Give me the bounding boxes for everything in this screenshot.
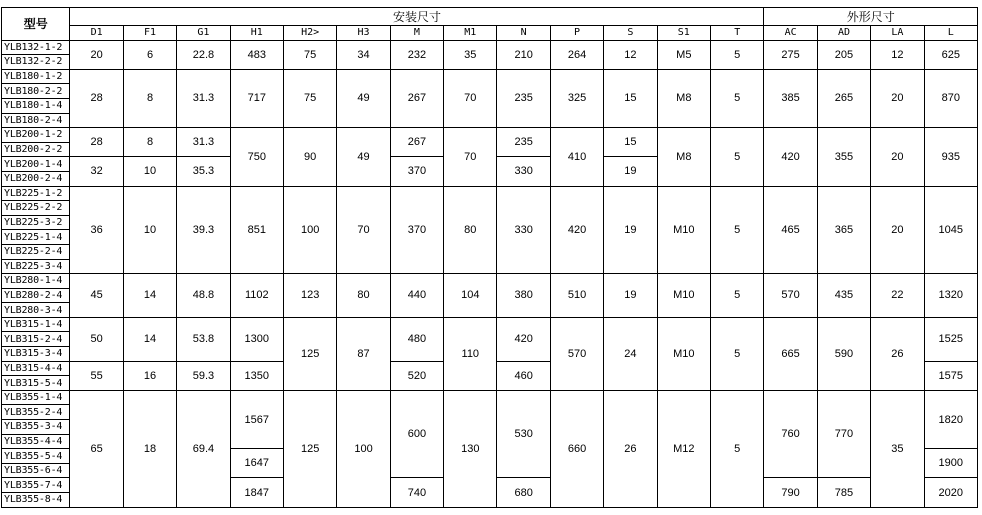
value-cell: 1900: [924, 449, 977, 478]
model-cell: YLB355-8-4: [2, 493, 70, 508]
value-cell: 232: [390, 40, 443, 69]
value-cell: 1567: [230, 390, 283, 448]
model-cell: YLB315-2-4: [2, 332, 70, 347]
col-header-ac: AC: [764, 26, 817, 41]
value-cell: 125: [283, 317, 336, 390]
value-cell: 480: [390, 317, 443, 361]
model-cell: YLB355-6-4: [2, 463, 70, 478]
value-cell: 22.8: [177, 40, 230, 69]
value-cell: 770: [817, 390, 870, 478]
model-cell: YLB355-4-4: [2, 434, 70, 449]
value-cell: 20: [70, 40, 123, 69]
model-cell: YLB200-1-2: [2, 128, 70, 143]
model-cell: YLB355-5-4: [2, 449, 70, 464]
value-cell: 785: [817, 478, 870, 507]
col-header-f1: F1: [123, 26, 176, 41]
value-cell: 31.3: [177, 69, 230, 127]
value-cell: 6: [123, 40, 176, 69]
value-cell: 1525: [924, 317, 977, 361]
model-cell: YLB315-4-4: [2, 361, 70, 376]
table-row: [2, 69, 978, 84]
value-cell: 1847: [230, 478, 283, 507]
value-cell: 520: [390, 361, 443, 390]
table-row: [2, 128, 978, 143]
value-cell: 69.4: [177, 390, 230, 507]
value-cell: 267: [390, 69, 443, 127]
value-cell: M5: [657, 40, 710, 69]
value-cell: 14: [123, 317, 176, 361]
value-cell: 460: [497, 361, 550, 390]
value-cell: 267: [390, 128, 443, 157]
value-cell: 8: [123, 69, 176, 127]
model-cell: YLB180-2-4: [2, 113, 70, 128]
value-cell: 12: [604, 40, 657, 69]
col-header-n: N: [497, 26, 550, 41]
col-header-m: M: [390, 26, 443, 41]
model-cell: YLB315-3-4: [2, 347, 70, 362]
value-cell: 15: [604, 128, 657, 157]
value-cell: 49: [337, 69, 390, 127]
value-cell: 420: [764, 128, 817, 186]
value-cell: 570: [764, 274, 817, 318]
model-cell: YLB280-2-4: [2, 288, 70, 303]
table-row: [2, 317, 978, 332]
value-cell: 53.8: [177, 317, 230, 361]
value-cell: 355: [817, 128, 870, 186]
value-cell: 750: [230, 128, 283, 186]
value-cell: 80: [337, 274, 390, 318]
value-cell: 740: [390, 478, 443, 507]
value-cell: M10: [657, 274, 710, 318]
value-cell: 19: [604, 274, 657, 318]
value-cell: 36: [70, 186, 123, 274]
col-header-s: S: [604, 26, 657, 41]
col-header-m1: M1: [444, 26, 497, 41]
value-cell: 235: [497, 69, 550, 127]
value-cell: 14: [123, 274, 176, 318]
model-cell: YLB200-2-4: [2, 171, 70, 186]
model-cell: YLB225-3-4: [2, 259, 70, 274]
value-cell: 385: [764, 69, 817, 127]
value-cell: 18: [123, 390, 176, 507]
value-cell: 48.8: [177, 274, 230, 318]
col-header-t: T: [710, 26, 763, 41]
table-row: [2, 274, 978, 289]
value-cell: 70: [444, 69, 497, 127]
value-cell: M12: [657, 390, 710, 507]
value-cell: 125: [283, 390, 336, 507]
value-cell: 420: [550, 186, 603, 274]
value-cell: 24: [604, 317, 657, 390]
value-cell: 75: [283, 69, 336, 127]
value-cell: 435: [817, 274, 870, 318]
value-cell: 39.3: [177, 186, 230, 274]
value-cell: 851: [230, 186, 283, 274]
value-cell: 717: [230, 69, 283, 127]
value-cell: 35: [871, 390, 924, 507]
model-cell: YLB355-2-4: [2, 405, 70, 420]
value-cell: 10: [123, 186, 176, 274]
model-cell: YLB132-2-2: [2, 55, 70, 70]
model-cell: YLB355-1-4: [2, 390, 70, 405]
value-cell: 123: [283, 274, 336, 318]
value-cell: 205: [817, 40, 870, 69]
value-cell: 55: [70, 361, 123, 390]
value-cell: 70: [444, 128, 497, 186]
col-header-h2: H2>: [283, 26, 336, 41]
value-cell: 12: [871, 40, 924, 69]
value-cell: M10: [657, 317, 710, 390]
value-cell: 100: [283, 186, 336, 274]
value-cell: 16: [123, 361, 176, 390]
col-header-d1: D1: [70, 26, 123, 41]
value-cell: 370: [390, 157, 443, 186]
value-cell: 420: [497, 317, 550, 361]
col-header-g1: G1: [177, 26, 230, 41]
value-cell: 5: [710, 317, 763, 390]
value-cell: 35: [444, 40, 497, 69]
value-cell: 104: [444, 274, 497, 318]
col-header-h1: H1: [230, 26, 283, 41]
value-cell: 110: [444, 317, 497, 390]
value-cell: 32: [70, 157, 123, 186]
model-column-header: 型号: [2, 8, 70, 41]
value-cell: 2020: [924, 478, 977, 507]
value-cell: 660: [550, 390, 603, 507]
value-cell: 75: [283, 40, 336, 69]
value-cell: 100: [337, 390, 390, 507]
model-cell: YLB200-2-2: [2, 142, 70, 157]
value-cell: 625: [924, 40, 977, 69]
value-cell: 365: [817, 186, 870, 274]
value-cell: 265: [817, 69, 870, 127]
value-cell: 8: [123, 128, 176, 157]
model-cell: YLB225-2-2: [2, 201, 70, 216]
model-cell: YLB180-1-2: [2, 69, 70, 84]
model-cell: YLB280-1-4: [2, 274, 70, 289]
header-row-columns: [2, 26, 978, 41]
value-cell: 510: [550, 274, 603, 318]
motor-dimension-table: [1, 7, 978, 508]
value-cell: 59.3: [177, 361, 230, 390]
value-cell: 70: [337, 186, 390, 274]
value-cell: 5: [710, 69, 763, 127]
value-cell: M8: [657, 69, 710, 127]
value-cell: 790: [764, 478, 817, 507]
model-cell: YLB225-1-2: [2, 186, 70, 201]
value-cell: 28: [70, 69, 123, 127]
col-header-p: P: [550, 26, 603, 41]
value-cell: 20: [871, 69, 924, 127]
value-cell: 440: [390, 274, 443, 318]
value-cell: 570: [550, 317, 603, 390]
value-cell: 20: [871, 128, 924, 186]
value-cell: 1102: [230, 274, 283, 318]
value-cell: 325: [550, 69, 603, 127]
value-cell: 5: [710, 128, 763, 186]
header-row-groups: [2, 8, 978, 26]
table-row: [2, 390, 978, 405]
value-cell: 370: [390, 186, 443, 274]
value-cell: 65: [70, 390, 123, 507]
value-cell: 1575: [924, 361, 977, 390]
value-cell: 26: [871, 317, 924, 390]
model-cell: YLB355-3-4: [2, 420, 70, 435]
value-cell: 483: [230, 40, 283, 69]
value-cell: 87: [337, 317, 390, 390]
value-cell: 28: [70, 128, 123, 157]
value-cell: 26: [604, 390, 657, 507]
value-cell: 5: [710, 274, 763, 318]
value-cell: 870: [924, 69, 977, 127]
col-header-s1: S1: [657, 26, 710, 41]
value-cell: M8: [657, 128, 710, 186]
value-cell: 22: [871, 274, 924, 318]
value-cell: 45: [70, 274, 123, 318]
value-cell: 50: [70, 317, 123, 361]
col-header-l: L: [924, 26, 977, 41]
value-cell: 330: [497, 157, 550, 186]
value-cell: M10: [657, 186, 710, 274]
table-row: [2, 186, 978, 201]
value-cell: 410: [550, 128, 603, 186]
value-cell: 760: [764, 390, 817, 478]
value-cell: 1045: [924, 186, 977, 274]
model-cell: YLB225-2-4: [2, 244, 70, 259]
value-cell: 20: [871, 186, 924, 274]
value-cell: 15: [604, 69, 657, 127]
model-cell: YLB225-1-4: [2, 230, 70, 245]
value-cell: 275: [764, 40, 817, 69]
value-cell: 380: [497, 274, 550, 318]
value-cell: 530: [497, 390, 550, 478]
value-cell: 1820: [924, 390, 977, 448]
value-cell: 19: [604, 186, 657, 274]
model-cell: YLB315-5-4: [2, 376, 70, 391]
model-cell: YLB200-1-4: [2, 157, 70, 172]
value-cell: 5: [710, 40, 763, 69]
value-cell: 210: [497, 40, 550, 69]
install-dimensions-header: 安装尺寸: [70, 8, 764, 26]
value-cell: 130: [444, 390, 497, 507]
value-cell: 10: [123, 157, 176, 186]
value-cell: 680: [497, 478, 550, 507]
model-cell: YLB180-2-2: [2, 84, 70, 99]
value-cell: 1350: [230, 361, 283, 390]
value-cell: 1320: [924, 274, 977, 318]
value-cell: 49: [337, 128, 390, 186]
value-cell: 90: [283, 128, 336, 186]
value-cell: 35.3: [177, 157, 230, 186]
value-cell: 31.3: [177, 128, 230, 157]
value-cell: 19: [604, 157, 657, 186]
model-cell: YLB180-1-4: [2, 98, 70, 113]
value-cell: 1647: [230, 449, 283, 478]
value-cell: 5: [710, 390, 763, 507]
value-cell: 235: [497, 128, 550, 157]
model-cell: YLB355-7-4: [2, 478, 70, 493]
col-header-ad: AD: [817, 26, 870, 41]
value-cell: 264: [550, 40, 603, 69]
value-cell: 665: [764, 317, 817, 390]
model-cell: YLB280-3-4: [2, 303, 70, 318]
value-cell: 330: [497, 186, 550, 274]
value-cell: 1300: [230, 317, 283, 361]
value-cell: 590: [817, 317, 870, 390]
table-row: [2, 40, 978, 55]
value-cell: 935: [924, 128, 977, 186]
value-cell: 5: [710, 186, 763, 274]
value-cell: 80: [444, 186, 497, 274]
outline-dimensions-header: 外形尺寸: [764, 8, 978, 26]
value-cell: 465: [764, 186, 817, 274]
value-cell: 600: [390, 390, 443, 478]
model-cell: YLB315-1-4: [2, 317, 70, 332]
col-header-h3: H3: [337, 26, 390, 41]
model-cell: YLB132-1-2: [2, 40, 70, 55]
model-cell: YLB225-3-2: [2, 215, 70, 230]
col-header-la: LA: [871, 26, 924, 41]
value-cell: 34: [337, 40, 390, 69]
